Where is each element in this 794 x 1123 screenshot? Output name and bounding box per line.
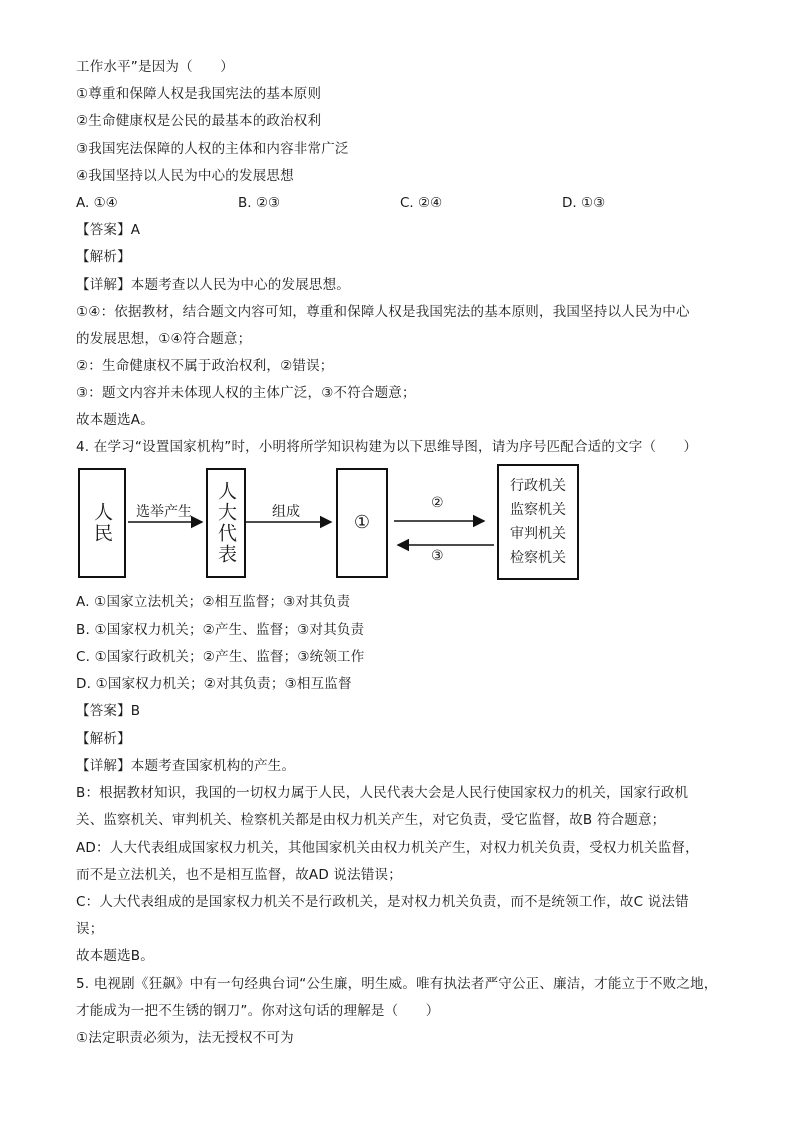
q3-answer: 【答案】A [76,222,141,238]
q3-explanation-3: ③：题文内容并未体现人权的主体广泛，③不符合题意； [76,385,416,401]
q4-explanation-ad-2: 而不是立法机关，也不是相互监督，故AD 说法错误； [76,867,402,883]
q3-item-4: ④我国坚持以人民为中心的发展思想 [76,168,294,184]
box-people-label: 人民 [91,502,113,544]
organ-judicial: 审判机关 [510,526,566,542]
q4-stem: 4. 在学习“设置国家机构”时，小明将所学知识构建为以下思维导图，请为序号匹配合适的文字（ ） [76,439,698,455]
box-blank-1 [336,468,388,578]
q3-explanation-1a: ①④：依据教材，结合题文内容可知，尊重和保障人权是我国宪法的基本原则，我国坚持以人民为中心 [76,304,690,320]
q5-stem-1: 5. 电视剧《狂飙》中有一句经典台词“公生廉，明生威。唯有执法者严守公正、廉洁，才能立于不败之地， [76,976,718,992]
q3-option-d: D. ①③ [562,195,606,211]
q5-item-1: ①法定职责必须为，法无授权不可为 [76,1030,294,1046]
q4-option-c: C. ①国家行政机关；②产生、监督；③统领工作 [76,649,365,665]
q4-option-a: A. ①国家立法机关；②相互监督；③对其负责 [76,594,351,610]
q3-stem-tail: 工作水平”是因为（ ） [76,59,234,75]
organ-supervisory: 监察机关 [510,502,566,518]
label-two: ② [431,495,444,511]
box-people [78,468,126,578]
q4-explanation-c-2: 误； [76,921,104,937]
box-npc-deputies-label: 人大代表 [215,481,237,565]
box-npc-deputies [206,468,246,578]
organ-administrative: 行政机关 [510,478,566,494]
label-three: ③ [431,548,444,564]
q4-explanation-b-2: 关、监察机关、审判机关、检察机关都是由权力机关产生，对它负责，受它监督，故B 符合题意； [76,812,666,828]
q3-item-1: ①尊重和保障人权是我国宪法的基本原则 [76,86,322,102]
q4-detail: 【详解】本题考查国家机构的产生。 [76,758,296,774]
q3-item-2: ②生命健康权是公民的最基本的政治权利 [76,113,322,129]
mind-map-diagram [76,462,586,582]
q3-option-b: B. ②③ [238,195,281,211]
q4-option-b: B. ①国家权力机关；②产生、监督；③对其负责 [76,622,365,638]
q4-explanation-ad-1: AD：人大代表组成国家权力机关，其他国家机关由权力机关产生，对权力机关负责，受权力机关监督， [76,840,699,856]
q3-detail: 【详解】本题考查以人民为中心的发展思想。 [76,277,350,293]
q3-item-3: ③我国宪法保障的人权的主体和内容非常广泛 [76,141,349,157]
label-elect: 选举产生 [136,504,192,520]
q4-option-d: D. ①国家权力机关；②对其负责；③相互监督 [76,676,352,692]
q3-option-c: C. ②④ [400,195,443,211]
q4-analysis-label: 【解析】 [76,731,131,747]
label-compose: 组成 [272,504,300,520]
q3-explanation-2: ②：生命健康权不属于政治权利，②错误； [76,358,334,374]
organ-procuratorial: 检察机关 [510,550,566,566]
q3-explanation-1b: 的发展思想，①④符合题意； [76,331,252,347]
box-state-organs [497,464,579,580]
q4-conclusion: 故本题选B。 [76,948,154,964]
q3-option-a: A. ①④ [76,195,118,211]
q3-analysis-label: 【解析】 [76,249,131,265]
q4-explanation-b-1: B：根据教材知识，我国的一切权力属于人民，人民代表大会是人民行使国家权力的机关，国家行政机 [76,785,689,801]
box-blank-1-label: ① [353,512,371,533]
q5-stem-2: 才能成为一把不生锈的钢刀”。你对这句话的理解是（ ） [76,1003,440,1019]
q4-explanation-c-1: C：人大代表组成的是国家权力机关不是行政机关，是对权力机关负责，而不是统领工作，故C 说法错 [76,894,689,910]
q4-answer: 【答案】B [76,703,141,719]
q3-conclusion: 故本题选A。 [76,412,154,428]
